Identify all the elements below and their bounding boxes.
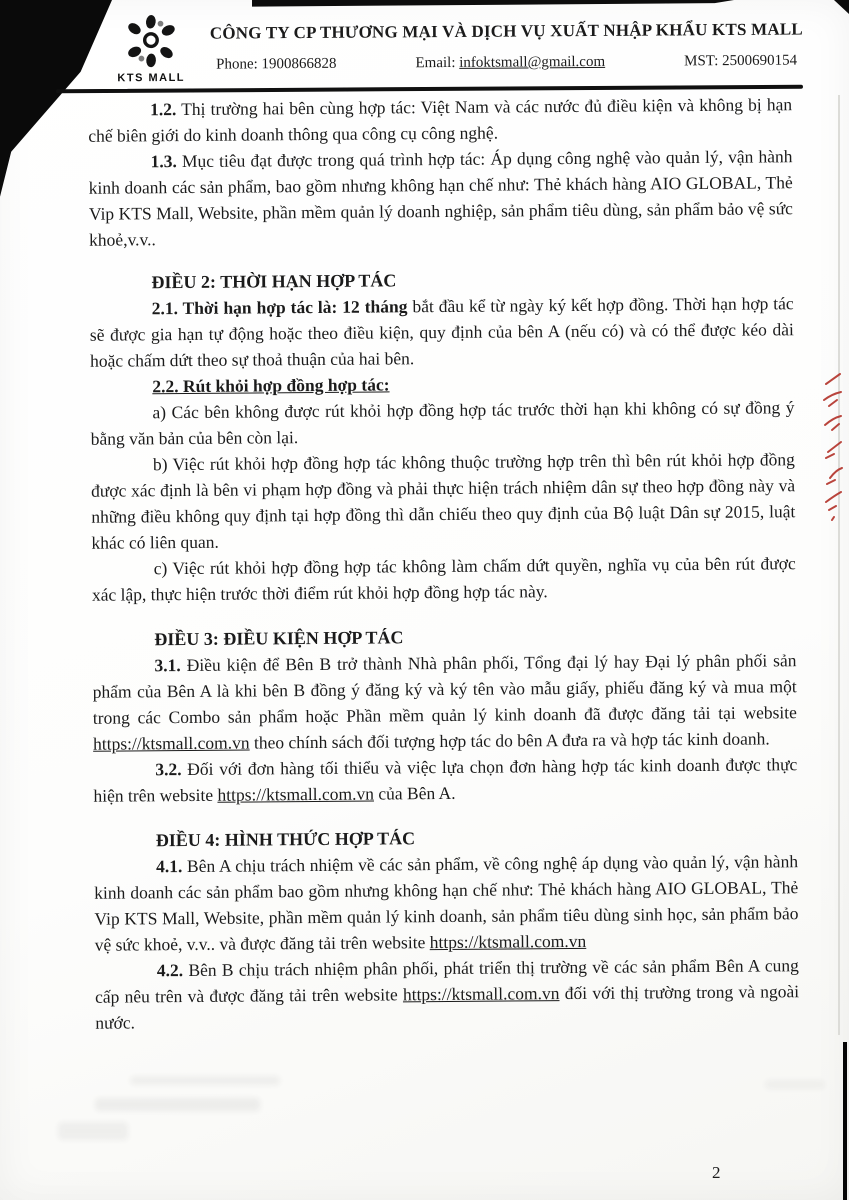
mst-label: MST: bbox=[684, 53, 719, 70]
section-heading-dieu-2: ĐIỀU 2: THỜI HẠN HỢP TÁC bbox=[151, 270, 397, 293]
red-ink-margin-annotation bbox=[820, 370, 846, 535]
clause-text: Điều kiện để Bên B trở thành Nhà phân phối, Tổng đại lý hay Đại lý phân phối sản phẩm của Bên A là khi bên B đồng ý đăng ký và ký tên vào mẫu giấy, phiếu đăng ký và mua một trong các Combo sản phẩm hoặc Phần mềm quản lý kinh doanh đã được đăng tải tại website bbox=[92, 650, 797, 728]
email-value: infoktsmall@gmail.com bbox=[459, 53, 606, 71]
clause-number: 1.3. bbox=[150, 151, 177, 172]
ktsmall-website-link: https://ktsmall.com.vn bbox=[429, 930, 587, 953]
clause-text: Mục tiêu đạt được trong quá trình hợp tác: Áp dụng công nghệ vào quản lý, vận hành kinh doanh các sản phẩm, bao gồm nhưng không hạn chế như: Thẻ khách hàng AIO GLOBAL, Thẻ Vip KTS Mall, Website, phần mềm quản lý doanh nghiệp, sản phẩm tiêu dùng, sản phẩm bảo vệ sức khoẻ,v.v.. bbox=[88, 146, 793, 250]
company-name: CÔNG TY CP THƯƠNG MẠI VÀ DỊCH VỤ XUẤT NHẬP KHẨU KTS MALL bbox=[209, 19, 803, 43]
clause-4-1 bbox=[94, 848, 799, 958]
clause-lead-bold-underlined: 2.2. Rút khỏi hợp đồng hợp tác: bbox=[152, 374, 390, 397]
clause-2-2-b: b) Việc rút khỏi hợp đồng hợp tác không thuộc trường hợp trên thì bên rút khỏi hợp đồng được xác định là bên vi phạm hợp đồng và phải thực hiện trách nhiệm dân sự theo hợp đồng này và những điều không quy định tại hợp đồng thì dẫn chiếu theo quy định của Bộ luật Dân sự 2015, luật khác có liên quan. bbox=[91, 449, 796, 553]
clause-text: Bên B chịu trách nhiệm phân phối, phát triển thị trường về các sản phẩm Bên A cung cấp nêu trên và được đăng tải trên website bbox=[95, 955, 799, 1007]
scan-artifact-ghost-text bbox=[95, 1098, 260, 1111]
tax-id bbox=[684, 53, 797, 71]
page-number: 2 bbox=[712, 1163, 721, 1182]
clause-number: 4.1. bbox=[155, 856, 183, 877]
clause-number: 3.1. bbox=[154, 655, 181, 676]
clause-text: Đối với đơn hàng tối thiểu và việc lựa chọn đơn hàng hợp tác kinh doanh được thực hiện trên website bbox=[93, 754, 798, 806]
clause-2-2-a: a) Các bên không được rút khỏi hợp đồng hợp tác trước thời hạn khi không có sự đồng ý bằng văn bản của bên còn lại. bbox=[90, 397, 795, 449]
scan-artifact-ghost-text bbox=[765, 1080, 825, 1089]
clause-2-2-c: c) Việc rút khỏi hợp đồng hợp tác không làm chấm dứt quyền, nghĩa vụ của bên rút được xác lập, thực hiện trước thời điểm rút khỏi hợp đồng hợp tác này. bbox=[91, 553, 796, 605]
kts-mall-logo-icon bbox=[122, 14, 180, 70]
clause-text: Bên A chịu trách nhiệm về các sản phẩm, về công nghệ áp dụng vào quản lý, vận hành kinh doanh các sản phẩm bao gồm nhưng không hạn chế như: Thẻ khách hàng AIO GLOBAL, Thẻ Vip KTS Mall, Website, phần mềm quản lý kinh doanh, sản phẩm tiêu dùng sinh học, sản phẩm bảo vệ sức khoẻ, v.v.. và được đăng tải trên website bbox=[94, 851, 799, 955]
clause-1-3 bbox=[88, 143, 793, 253]
mst-value: 2500690154 bbox=[722, 52, 798, 70]
contact-row bbox=[210, 53, 803, 74]
red-ink-strokes-icon bbox=[820, 370, 846, 530]
clause-text: Thị trường hai bên cùng hợp tác: Việt Nam và các nước đủ điều kiện và không bị hạn chế biên giới do kinh doanh thông qua công cụ công nghệ. bbox=[88, 94, 793, 146]
company-logo bbox=[92, 10, 210, 85]
clause-text: bắt đầu kể từ ngày ký kết hợp đồng. Thời hạn hợp tác sẽ được gia hạn tự động hoặc theo điều kiện, quy định của bên A (nếu có) và có thể được kéo dài hoặc chấm dứt theo sự thoả thuận của hai bên. bbox=[89, 293, 794, 371]
clause-1-2 bbox=[88, 91, 792, 149]
phone-value: 1900866828 bbox=[261, 55, 337, 73]
scan-artifact-ghost-text bbox=[130, 1076, 280, 1085]
clause-number: 4.2. bbox=[156, 960, 184, 981]
scan-artifact-right-edge-line bbox=[843, 1042, 847, 1200]
contract-body bbox=[88, 91, 799, 1036]
clause-text: của Bên A. bbox=[373, 782, 456, 804]
scan-artifact-corner-top-right bbox=[834, 0, 849, 14]
scan-artifact-ghost-text bbox=[58, 1122, 128, 1140]
clause-lead-bold: 2.1. Thời hạn hợp tác là: 12 tháng bbox=[151, 296, 408, 319]
clause-3-2 bbox=[93, 751, 797, 809]
clause-number: 3.2. bbox=[155, 759, 182, 780]
section-heading-dieu-4: ĐIỀU 4: HÌNH THỨC HỢP TÁC bbox=[155, 828, 416, 851]
phone-label: Phone: bbox=[216, 56, 258, 73]
email bbox=[415, 54, 605, 72]
clause-text: đối với thị trường trong và ngoài nước. bbox=[95, 981, 800, 1033]
letterhead bbox=[92, 6, 803, 85]
clause-3-1 bbox=[92, 647, 797, 757]
phone bbox=[216, 56, 337, 74]
ktsmall-website-link: https://ktsmall.com.vn bbox=[402, 983, 560, 1005]
letterhead-text bbox=[210, 6, 803, 74]
logo-caption: KTS MALL bbox=[117, 71, 186, 85]
clause-text: theo chính sách đối tượng hợp tác do bên A đưa ra và hợp tác kinh doanh. bbox=[249, 728, 770, 753]
ktsmall-website-link: https://ktsmall.com.vn bbox=[93, 732, 250, 754]
clause-number: 1.2. bbox=[150, 99, 177, 120]
scan-artifact-page-edge-shadow bbox=[838, 95, 840, 1035]
email-label: Email: bbox=[415, 54, 456, 72]
clause-2-1 bbox=[90, 290, 795, 374]
ktsmall-website-link: https://ktsmall.com.vn bbox=[217, 783, 375, 805]
section-heading-dieu-3: ĐIỀU 3: ĐIỀU KIỆN HỢP TÁC bbox=[154, 627, 404, 650]
clause-4-2 bbox=[95, 952, 800, 1036]
